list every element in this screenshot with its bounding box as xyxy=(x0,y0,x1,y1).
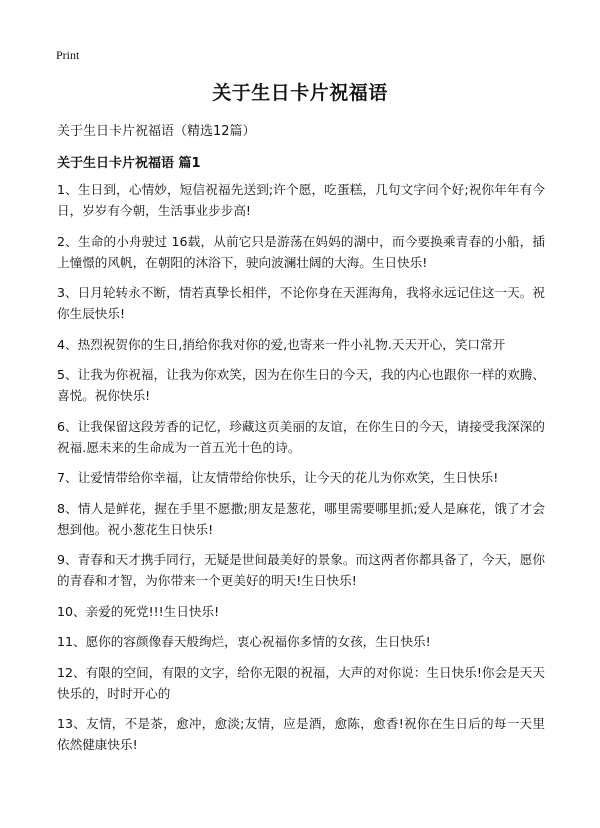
wish-item: 11、愿你的容颜像春天般绚烂，衷心祝福你多情的女孩，生日快乐! xyxy=(57,634,431,649)
wish-item: 1、生日到，心情妙，短信祝福先送到;许个愿，吃蛋糕，几句文字问个好;祝你年年有今日，岁岁有今朝，生活事业步步高! xyxy=(57,182,545,218)
wish-item: 4、热烈祝贺你的生日,捎给你我对你的爱,也寄来一件小礼物.天天开心，笑口常开 xyxy=(57,336,506,352)
wish-item: 7、让爱情带给你幸福，让友情带给你快乐，让今天的花儿为你欢笑，生日快乐! xyxy=(57,470,499,485)
wish-item: 6、让我保留这段芳香的记忆，珍藏这页美丽的友谊，在你生日的今天，请接受我深深的祝福.愿未来的生命成为一首五光十色的诗。 xyxy=(57,418,545,455)
wish-list xyxy=(57,179,545,765)
document-subtitle: 关于生日卡片祝福语（精选12篇） xyxy=(57,124,256,139)
section-heading: 关于生日卡片祝福语 篇1 xyxy=(57,156,201,171)
wish-item: 2、生命的小舟驶过 16载，从前它只是游荡在妈妈的湖中，而今要换乘青春的小船，插上憧憬的风帆，在朝阳的沐浴下，驶向波澜壮阔的大海。生日快乐! xyxy=(57,233,545,270)
print-link[interactable]: Print xyxy=(56,48,80,62)
wish-item: 8、情人是鲜花，握在手里不愿撒;朋友是葱花，哪里需要哪里抓;爱人是麻花，饿了才会想到他。祝小葱花生日快乐! xyxy=(57,500,545,537)
wish-item: 10、亲爱的死党!!!生日快乐! xyxy=(57,603,220,619)
page-title: 关于生日卡片祝福语 xyxy=(212,82,388,104)
wish-item: 13、友情，不是茶，愈冲，愈淡;友情，应是酒，愈陈，愈香!祝你在生日后的每一天里依然健康快乐! xyxy=(57,716,545,752)
wish-item: 3、日月轮转永不断，情若真挚长相伴，不论你身在天涯海角，我将永远记住这一天。祝你生辰快乐! xyxy=(57,285,545,321)
wish-item: 12、有限的空间，有限的文字，给你无限的祝福，大声的对你说：生日快乐!你会是天天快乐的，时时开心的 xyxy=(57,664,545,701)
wish-item: 5、让我为你祝福，让我为你欢笑，因为在你生日的今天，我的内心也跟你一样的欢腾、喜悦。祝你快乐! xyxy=(57,367,545,403)
wish-item: 9、青春和天才携手同行，无疑是世间最美好的景象。而这两者你都具备了，今天，愿你的青春和才智，为你带来一个更美好的明天!生日快乐! xyxy=(57,552,545,588)
